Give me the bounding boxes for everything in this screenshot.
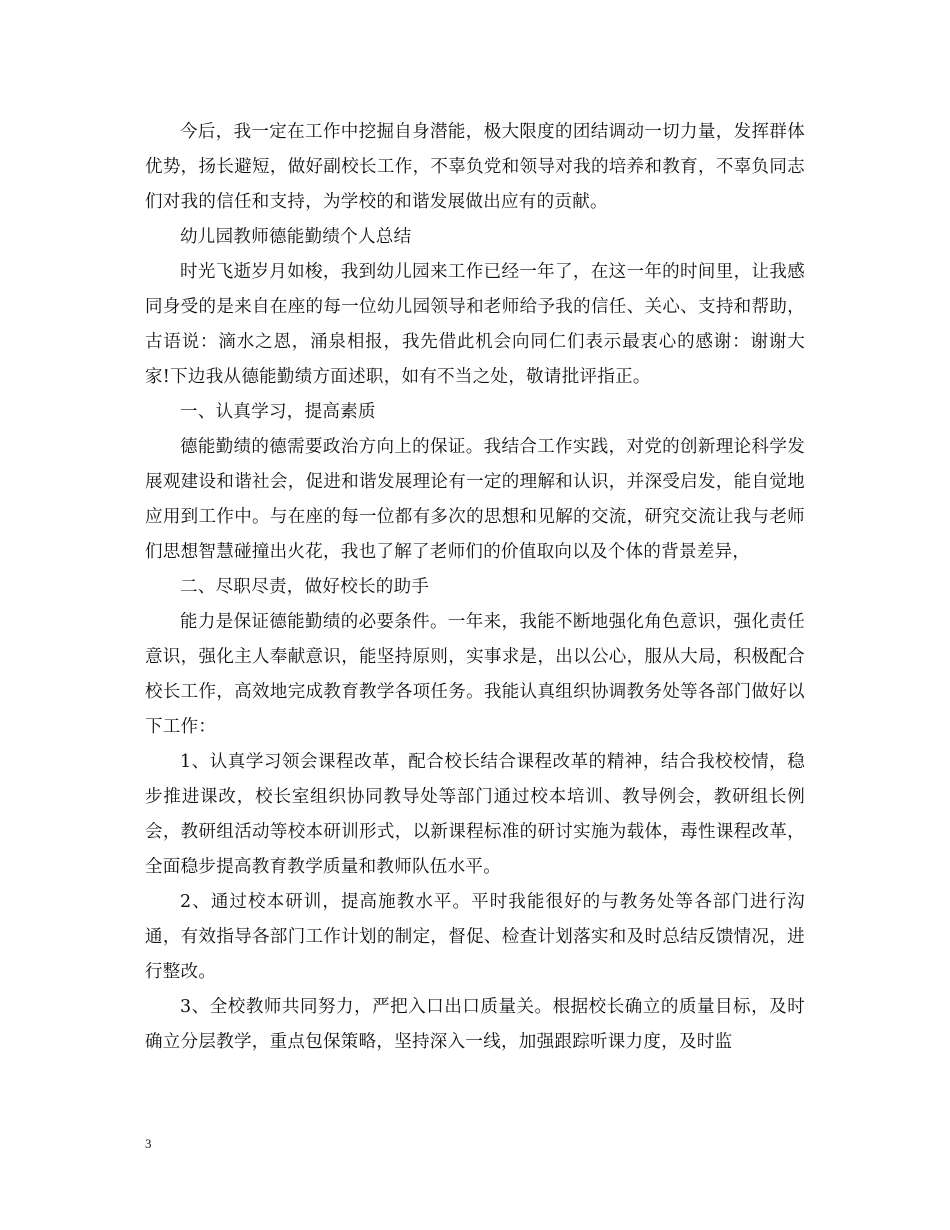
list-item-3: 3、全校教师共同努力，严把入口出口质量关。根据校长确立的质量目标，及时确立分层教学，重点包保策略，坚持深入一线，加强跟踪听课力度，及时监 <box>145 997 805 1052</box>
list-item-1: 1、认真学习领会课程改革，配合校长结合课程改革的精神，结合我校校情，稳步推进课改，校长室组织协同教导处等部门通过校本培训、教导例会，教研组长例会，教研组活动等校本研训形式，以新课程标准的研讨实施为载体，毒性课程改革，全面稳步提高教育教学质量和教师队伍水平。 <box>145 752 805 877</box>
heading-study: 一、认真学习，提高素质 <box>180 402 376 422</box>
page-number: 3 <box>145 1136 152 1151</box>
list-item-2: 2、通过校本研训，提高施教水平。平时我能很好的与教务处等各部门进行沟通，有效指导各部门工作计划的制定，督促、检查计划落实和及时总结反馈情况，进行整改。 <box>145 892 805 982</box>
paragraph-ability: 能力是保证德能勤绩的必要条件。一年来，我能不断地强化角色意识，强化责任意识，强化主人奉献意识，能坚持原则，实事求是，出以公心，服从大局，积极配合校长工作，高效地完成教育教学各项任务。我能认真组织协调教务处等各部门做好以下工作： <box>145 612 805 737</box>
section-title: 幼儿园教师德能勤绩个人总结 <box>180 227 412 247</box>
document-body <box>145 115 805 1060</box>
heading-duty: 二、尽职尽责，做好校长的助手 <box>180 577 430 597</box>
paragraph-introduction: 时光飞逝岁月如梭，我到幼儿园来工作已经一年了，在这一年的时间里，让我感同身受的是来自在座的每一位幼儿园领导和老师给予我的信任、关心、支持和帮助，古语说：滴水之恩，涌泉相报，我先借此机会向同仁们表示最衷心的感谢：谢谢大家!下边我从德能勤绩方面述职，如有不当之处，敬请批评指正。 <box>145 262 805 387</box>
paragraph-closing-remarks: 今后，我一定在工作中挖掘自身潜能，极大限度的团结调动一切力量，发挥群体优势，扬长避短，做好副校长工作，不辜负党和领导对我的培养和教育，不辜负同志们对我的信任和支持，为学校的和谐发展做出应有的贡献。 <box>145 122 805 212</box>
paragraph-virtue: 德能勤绩的德需要政治方向上的保证。我结合工作实践，对党的创新理论科学发展观建设和谐社会，促进和谐发展理论有一定的理解和认识，并深受启发，能自觉地应用到工作中。与在座的每一位都有多次的思想和见解的交流，研究交流让我与老师们思想智慧碰撞出火花，我也了解了老师们的价值取向以及个体的背景差异， <box>145 437 805 562</box>
